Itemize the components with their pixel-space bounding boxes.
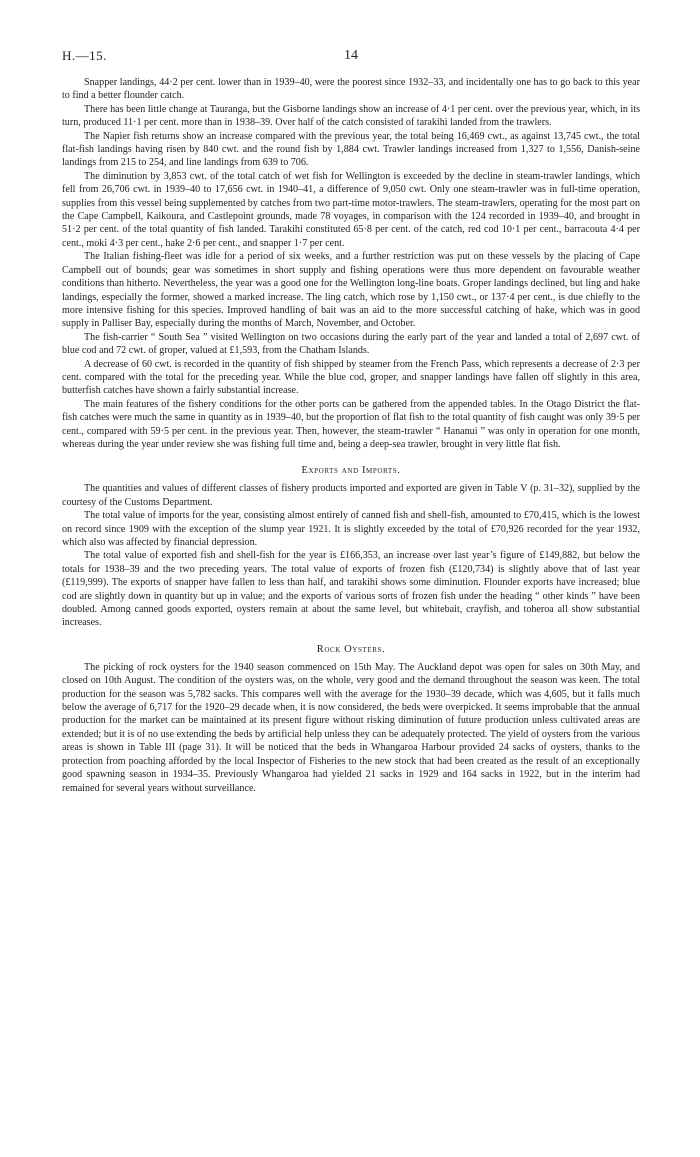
paragraph: The total value of exported fish and shell-fish for the year is £166,353, an increase over last year’s figure of £149,882, but below the totals for 1938–39 and the two preceding years. The total value of exports of frozen fish (£120,734) is slightly above that of last year (£119,999). The exports of snapper have fallen to less than half, and tarakihi shows some diminution. Flounder exports have increased; blue cod are slightly down in quantity but up in value; and the exports of various sorts of frozen fish under the heading “ other kinds ” have been doubled. Among canned goods exported, oysters remain at about the same level, but whitebait, crayfish, and toheroa all show substantial increases.: [62, 550, 640, 629]
paragraph: The diminution by 3,853 cwt. of the total catch of wet fish for Wellington is exceeded by the decline in steam-trawler landings, which fell from 26,706 cwt. in 1939–40 to 17,656 cwt. in 1940–41, a difference of 9,050 cwt. Only one steam-trawler was in full-time operation, supplies from this vessel being supplemented by catches from two part-time motor-trawlers. The steam-trawlers, operating for the most part on the Cape Campbell, Kaikoura, and Castlepoint grounds, made 78 voyages, in comparison with the 124 recorded in 1939–40, and brought in 51·2 per cent. of the total quantity of fish landed. Tarakihi constituted 65·8 per cent. of the catch, red cod 10·1 per cent., barracouta 4·4 per cent., moki 4·3 per cent., hake 2·6 per cent., and snapper 1·7 per cent.: [62, 170, 640, 249]
paragraph: A decrease of 60 cwt. is recorded in the quantity of fish shipped by steamer from the French Pass, which represents a decrease of 2·3 per cent. compared with the total for the preceding year. While the blue cod, groper, and snapper landings have fallen off slightly in this area, butterfish catches have shown a fairly substantial increase.: [62, 358, 640, 397]
document-reference: H.—15.: [62, 48, 107, 63]
paragraph: The main features of the fishery conditions for the other ports can be gathered from the appended tables. In the Otago District the flat-fish catches were much the same in quantity as in 1939–40, but the proportion of flat fish to the total quantity of fish caught was only 39·5 per cent., compared with 59·5 per cent. in the previous year. Then, however, the steam-trawler “ Hananui ” was only in operation for one month, whereas during the year under review she was fishing full time and, being a deep-sea trawler, brought in very little flat fish.: [62, 398, 640, 450]
paragraph: The Italian fishing-fleet was idle for a period of six weeks, and a further restriction was put on these vessels by the placing of Cape Campbell out of bounds; gear was sometimes in short supply and fishing operations were thus more dependent on favourable weather conditions than hitherto. Nevertheless, the year was a good one for the Wellington long-line boats. Groper landings declined, but ling and hake landings, especially the former, showed a marked increase. The ling catch, which rose by 1,150 cwt., or 137·4 per cent., is due chiefly to the more intensive fishing for this species. Improved handling of bait was an aid to the more successful catching of hake, which was in good supply in Palliser Bay, especially during the months of March, November, and October.: [62, 251, 640, 330]
paragraph: The picking of rock oysters for the 1940 season commenced on 15th May. The Auckland depot was open for sales on 30th May, and closed on 10th August. The condition of the oysters was, on the whole, very good and the demand throughout the season was keen. The total production for the season was 5,782 sacks. This compares well with the average for the 1930–39 decade, which was 4,605, but it falls much below the average of 6,717 for the 1920–29 decade when, it is now considered, the beds were overpicked. It seems improbable that the annual production for the market can be maintained at its present figure without risking diminution of future production unless cultivated areas are extended; but it is of no use extending the beds by artificial help unless they can be adequately protected. The yield of oysters from the various areas is shown in Table III (page 31). It will be noticed that the beds in Whangaroa Harbour provided 24 sacks of oysters, thanks to the protection from poaching afforded by the local Inspector of Fisheries to the new stock that had been created as the result of an exceptionally good spawning season in 1934–35. Previously Whangaroa had yielded 21 sacks in 1929 and 164 sacks in 1922, but in the interim had remained for several years without surveillance.: [62, 661, 640, 794]
paragraph: The Napier fish returns show an increase compared with the previous year, the total being 16,469 cwt., as against 13,745 cwt., the total flat-fish landings having risen by 840 cwt. and the round fish by 1,884 cwt. Trawler landings increased from 1,327 to 1,556, Danish-seine landings from 215 to 254, and line landings from 639 to 706.: [62, 130, 640, 169]
paragraph: The total value of imports for the year, consisting almost entirely of canned fish and shell-fish, amounted to £70,415, which is the lowest on record since 1909 with the exception of the slump year 1921. It is slightly exceeded by the total of £70,926 recorded for the year 1932, which also was affected by financial depression.: [62, 510, 640, 548]
page-number: 14: [344, 48, 358, 63]
paragraph: The fish-carrier “ South Sea ” visited Wellington on two occasions during the early part of the year and landed a total of 2,697 cwt. of blue cod and 72 cwt. of groper, valued at £1,593, from the Chatham Islands.: [62, 331, 640, 357]
body-text: [62, 76, 640, 795]
paragraph: The quantities and values of different classes of fishery products imported and exported are given in Table V (p. 31–32), supplied by the courtesy of the Customs Department.: [62, 483, 640, 508]
paragraph: Snapper landings, 44·2 per cent. lower than in 1939–40, were the poorest since 1932–33, and incidentally one has to go back to this year to find a better flounder catch.: [62, 77, 640, 102]
section-heading-exports-imports: Exports and Imports.: [301, 465, 401, 477]
section-heading-rock-oysters: Rock Oysters.: [316, 643, 386, 655]
page-header: [62, 48, 640, 72]
paragraph: There has been little change at Tauranga, but the Gisborne landings show an increase of 4·1 per cent. over the previous year, which, in its turn, produced 11·1 per cent. more than in 1938–39. Over half of the catch consisted of tarakihi landed from the trawlers.: [62, 103, 640, 129]
